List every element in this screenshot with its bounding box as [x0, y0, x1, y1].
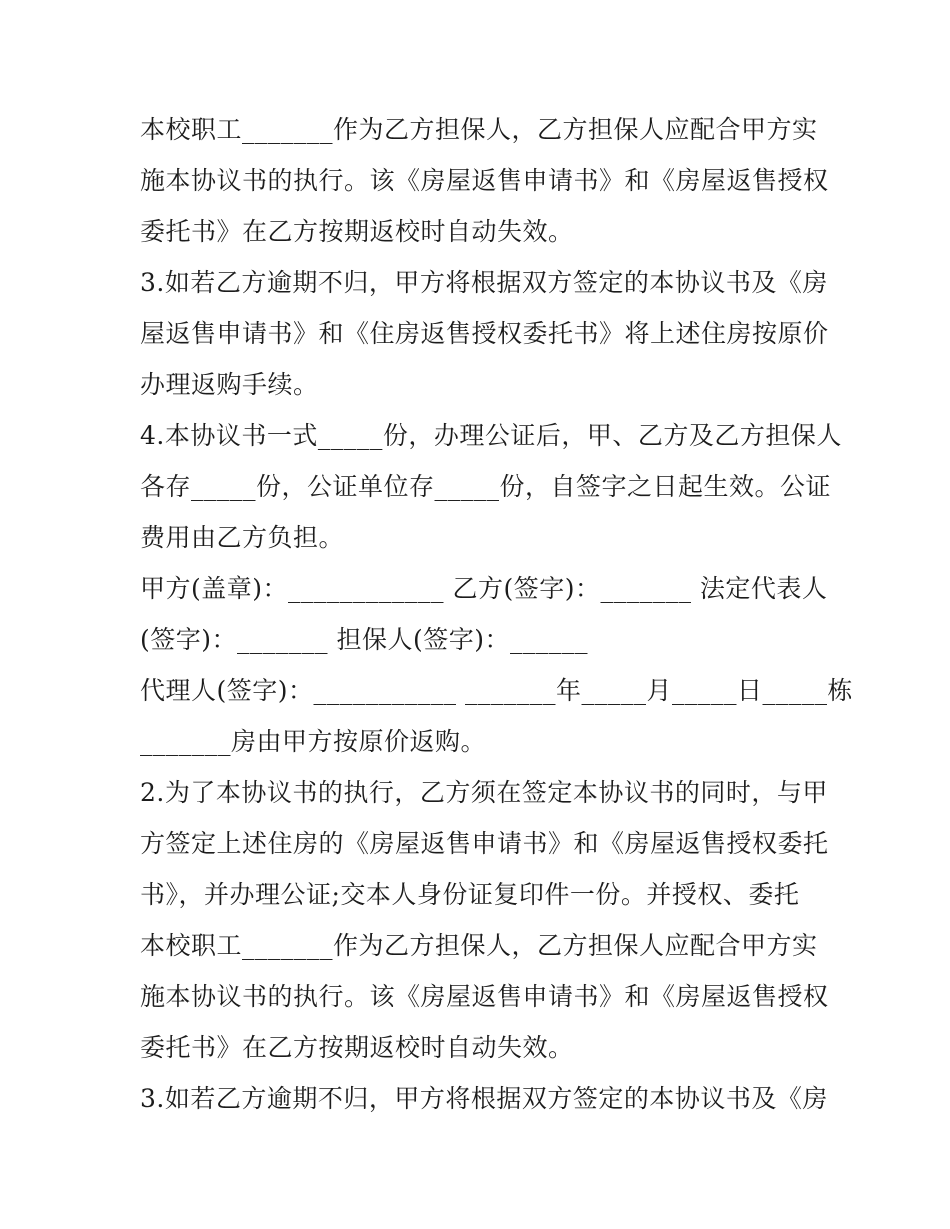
text-line: 费用由乙方负担。	[140, 523, 345, 552]
text-line: 本校职工_______作为乙方担保人，乙方担保人应配合甲方实	[140, 115, 818, 144]
text-line: 施本协议书的执行。该《房屋返售申请书》和《房屋返售授权	[140, 166, 829, 195]
text-line: 甲方(盖章)：____________ 乙方(签字)：_______ 法定代表人	[140, 574, 828, 603]
text-line: 委托书》在乙方按期返校时自动失效。	[140, 217, 574, 246]
text-line: 各存_____份，公证单位存_____份，自签字之日起生效。公证	[140, 472, 832, 501]
text-line: 2.为了本协议书的执行，乙方须在签定本协议书的同时，与甲	[140, 778, 828, 807]
text-line: 3.如若乙方逾期不归，甲方将根据双方签定的本协议书及《房	[140, 1084, 828, 1113]
text-line: 4.本协议书一式_____份，办理公证后，甲、乙方及乙方担保人	[140, 421, 842, 450]
text-line: 委托书》在乙方按期返校时自动失效。	[140, 1033, 574, 1062]
text-line: _______房由甲方按原价返购。	[140, 727, 487, 756]
text-line: 3.如若乙方逾期不归，甲方将根据双方签定的本协议书及《房	[140, 268, 828, 297]
text-line: 本校职工_______作为乙方担保人，乙方担保人应配合甲方实	[140, 931, 818, 960]
text-line: 施本协议书的执行。该《房屋返售申请书》和《房屋返售授权	[140, 982, 829, 1011]
text-line: 书》，并办理公证;交本人身份证复印件一份。并授权、委托	[140, 880, 800, 909]
text-line: 方签定上述住房的《房屋返售申请书》和《房屋返售授权委托	[140, 829, 829, 858]
text-line: 办理返购手续。	[140, 370, 319, 399]
text-line: (签字)：_______ 担保人(签字)：______	[140, 625, 588, 654]
document-body	[140, 110, 853, 1130]
text-line: 屋返售申请书》和《住房返售授权委托书》将上述住房按原价	[140, 319, 829, 348]
text-line: 代理人(签字)：___________ _______年_____月_____日_____栋	[140, 676, 853, 705]
